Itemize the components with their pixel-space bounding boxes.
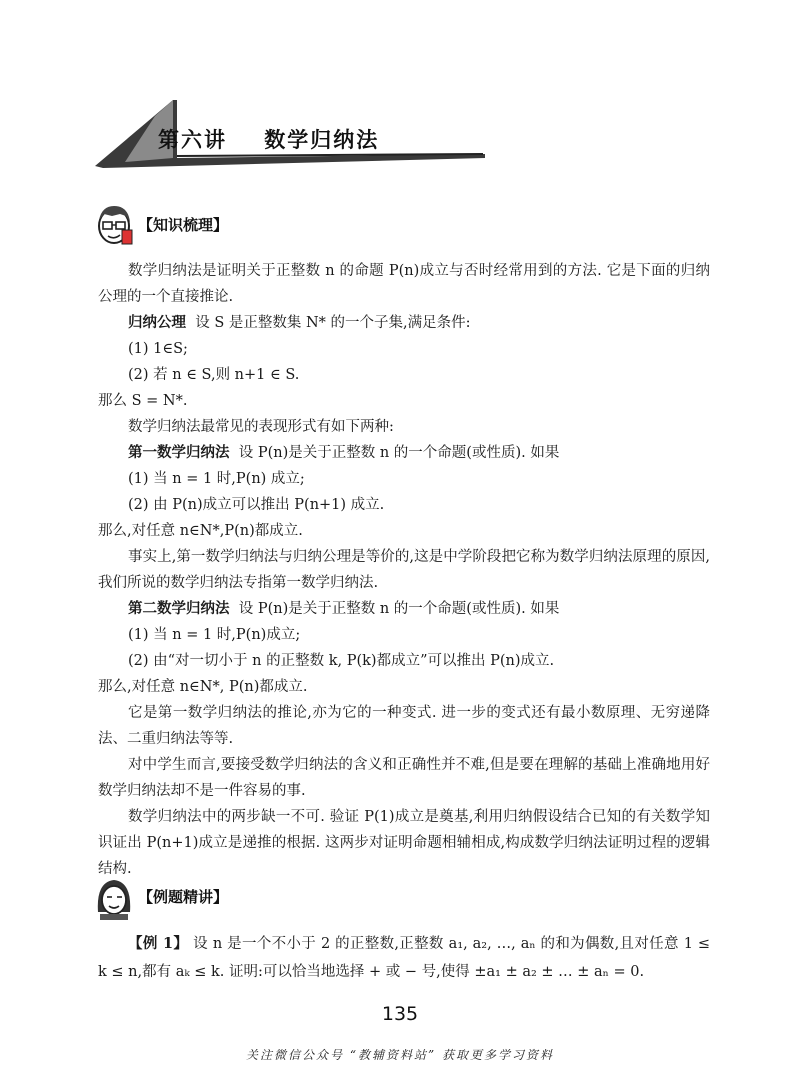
chapter-title: 第六讲 数学归纳法 xyxy=(158,128,380,152)
paragraph: 那么,对任意 n∈N*, P(n)都成立. xyxy=(98,679,308,695)
example-text: 设 n 是一个不小于 2 的正整数,正整数 a₁, a₂, …, aₙ 的和为偶数,且对任意 1 ≤ k ≤ n,都有 aₖ ≤ k. 证明:可以恰当地选择 + 或 − 号,使得 ±a₁ ± a₂ ± … ± aₙ = 0. xyxy=(98,936,711,980)
section-label-examples: 【例题精讲】 xyxy=(138,888,229,906)
paragraph-text: 设 P(n)是关于正整数 n 的一个命题(或性质). 如果 xyxy=(238,445,560,461)
cartoon-teacher-icon xyxy=(92,872,136,922)
term-second-induction: 第二数学归纳法 xyxy=(128,600,230,617)
paragraph: 数学归纳法是证明关于正整数 n 的命题 P(n)成立与否时经常用到的方法. 它是下面的归纳公理的一个直接推论. xyxy=(98,263,710,305)
paragraph: 数学归纳法最常见的表现形式有如下两种: xyxy=(128,419,394,435)
paragraph: 对中学生而言,要接受数学归纳法的含义和正确性并不难,但是要在理解的基础上准确地用好数学归纳法却不是一件容易的事. xyxy=(98,757,710,799)
page-number: 135 xyxy=(381,1003,419,1025)
paragraph: (1) 1∈S; xyxy=(128,341,188,357)
cartoon-student-icon xyxy=(92,200,136,250)
paragraph-first-induction xyxy=(98,440,710,466)
footer-watermark-text: 关注微信公众号 “教辅资料站” 获取更多学习资料 xyxy=(246,1048,554,1062)
example-label: 【例 1】 xyxy=(128,935,189,952)
paragraph-text: 设 P(n)是关于正整数 n 的一个命题(或性质). 如果 xyxy=(238,601,560,617)
term-first-induction: 第一数学归纳法 xyxy=(128,444,230,461)
paragraph: 那么 S = N*. xyxy=(98,393,188,409)
paragraph: (1) 当 n = 1 时,P(n) 成立; xyxy=(128,471,305,487)
paragraph-text: 设 S 是正整数集 N* 的一个子集,满足条件: xyxy=(195,315,471,331)
paragraph: 那么,对任意 n∈N*,P(n)都成立. xyxy=(98,523,303,539)
paragraph: (2) 由“对一切小于 n 的正整数 k, P(k)都成立”可以推出 P(n)成立. xyxy=(128,653,555,669)
example-paragraph xyxy=(98,930,710,986)
term-axiom: 归纳公理 xyxy=(128,314,186,331)
section-header-examples xyxy=(92,872,312,922)
section-label-knowledge: 【知识梳理】 xyxy=(138,216,229,234)
knowledge-body xyxy=(98,258,710,882)
paragraph: 它是第一数学归纳法的推论,亦为它的一种变式. 进一步的变式还有最小数原理、无穷递降法、二重归纳法等等. xyxy=(98,705,710,747)
section-header-knowledge xyxy=(92,200,312,250)
paragraph: (2) 由 P(n)成立可以推出 P(n+1) 成立. xyxy=(128,497,385,513)
paragraph: (2) 若 n ∈ S,则 n+1 ∈ S. xyxy=(128,367,300,383)
paragraph-second-induction xyxy=(98,596,710,622)
paragraph: (1) 当 n = 1 时,P(n)成立; xyxy=(128,627,301,643)
paragraph-axiom xyxy=(98,310,710,336)
example-1 xyxy=(98,930,710,986)
paragraph: 数学归纳法中的两步缺一不可. 验证 P(1)成立是奠基,利用归纳假设结合已知的有关数学知识证出 P(n+1)成立是递推的根据. 这两步对证明命题相辅相成,构成数学归纳法证明过程的逻辑结构. xyxy=(98,809,710,877)
paragraph: 事实上,第一数学归纳法与归纳公理是等价的,这是中学阶段把它称为数学归纳法原理的原因,我们所说的数学归纳法专指第一数学归纳法. xyxy=(98,549,710,591)
